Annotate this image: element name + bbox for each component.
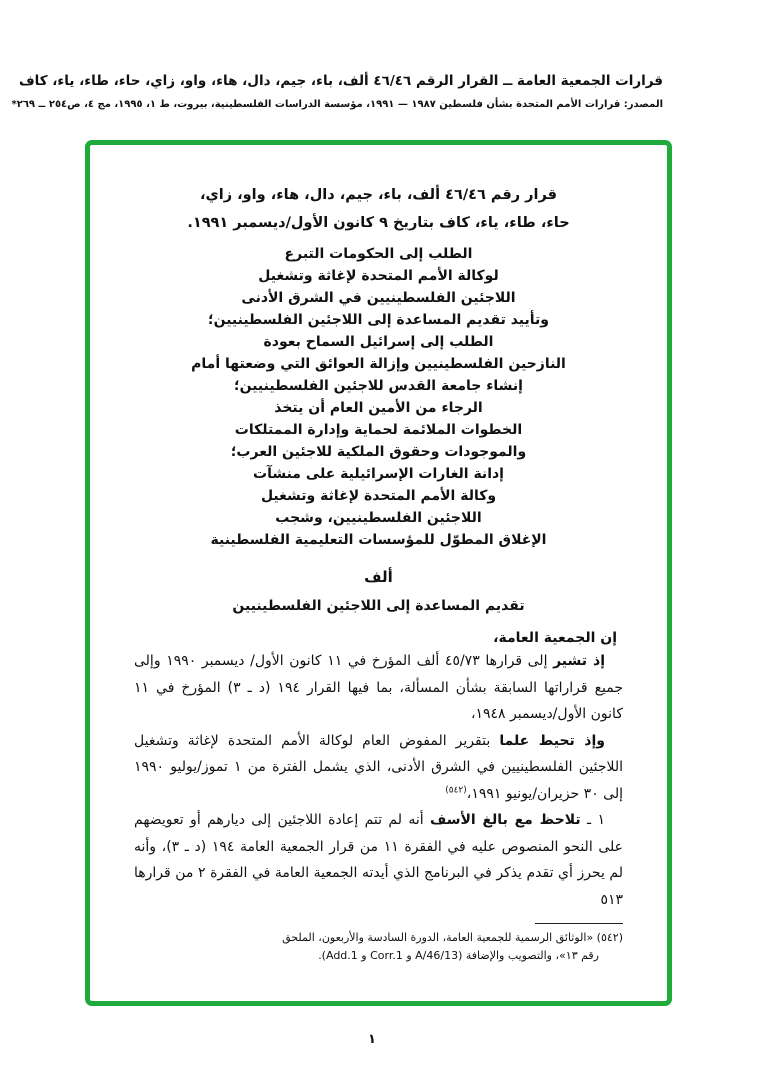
paragraph-text: إلى قرارها ٤٥/٧٣ ألف المؤرخ في ١١ كانون الأول/ ديسمبر ١٩٩٠ وإلى جميع قراراتها السابقة بشأن المسألة، بما فيها القرار ١٩٤ (د ـ ٣) المؤرخ في ١١ كانون الأول/ديسمبر ١٩٤٨، — [134, 653, 624, 722]
title-line: إنشاء جامعة القدس للاجئين الفلسطينيين؛ — [234, 378, 523, 394]
title-line: والموجودات وحقوق الملكية للاجئين العرب؛ — [230, 444, 527, 460]
title-line: وتأييد تقديم المساعدة إلى اللاجئين الفلسطينيين؛ — [208, 312, 549, 328]
resolution-content — [90, 145, 667, 1001]
title-line: النازحين الفلسطينيين وإزالة العوائق التي وضعتها أمام — [191, 356, 566, 372]
section-letter: ألف — [364, 568, 393, 586]
intro-line-2: حاء، طاء، ياء، كاف بتاريخ ٩ كانون الأول/ديسمبر ١٩٩١. — [187, 215, 570, 231]
intro-line-1: قرار رقم ٤٦/٤٦ ألف، باء، جيم، دال، هاء، واو، زاي، — [200, 187, 557, 203]
title-line: إدانة الغارات الإسرائيلية على منشآت — [253, 466, 504, 482]
section-title: تقديم المساعدة إلى اللاجئين الفلسطينيين — [232, 598, 525, 614]
footnote-text: (٥٤٢) «الوثائق الرسمية للجمعية العامة، الدورة السادسة والأربعون، الملحق رقم ١٣»، والتصويب والإضافة (A/46/13 و Corr.1 و Add.1). — [282, 931, 623, 962]
title-line: الطلب إلى الحكومات التبرع — [284, 246, 473, 262]
resolution-frame — [85, 140, 672, 1006]
title-line: وكالة الأمم المتحدة لإغاثة وتشغيل — [260, 488, 497, 504]
title-line: الإغلاق المطوّل للمؤسسات التعليمية الفلسطينية — [210, 532, 547, 548]
paragraph-lead: تلاحظ مع بالغ الأسف — [430, 812, 581, 828]
title-line: الطلب إلى إسرائيل السماح بعودة — [263, 334, 494, 350]
paragraph-taking-note — [134, 728, 623, 808]
salutation: إن الجمعية العامة، — [493, 630, 617, 646]
paragraph-notes-with-regret — [134, 807, 623, 913]
header-title: قرارات الجمعية العامة ــ القرار الرقم ٤٦/٤٦ ألف، باء، جيم، دال، هاء، واو، زاي، حاء، طاء، ياء، كاف — [18, 73, 663, 89]
resolution-intro — [134, 181, 623, 237]
header-source-line: المصدر: قرارات الأمم المتحدة بشأن فلسطين ١٩٨٧ — ١٩٩١، مؤسسة الدراسات الفلسطينية، بيروت، ط ١، ١٩٩٥، مج ٤، ص٢٥٤ ــ ٢٦٩* — [11, 99, 663, 110]
title-line: الرجاء من الأمين العام أن يتخذ — [274, 400, 483, 416]
title-line: الخطوات الملائمة لحماية وإدارة الممتلكات — [234, 422, 523, 438]
footnote-marker: (٥٤٢) — [445, 784, 467, 795]
page-header — [11, 72, 663, 111]
title-line: لوكالة الأمم المتحدة لإغاثة وتشغيل — [258, 268, 499, 284]
paragraph-recalling — [134, 648, 623, 728]
paragraph-text: أنه لم تتم إعادة اللاجئين إلى ديارهم أو تعويضهم على النحو المنصوص عليه في الفقرة ١١ من قرار الجمعية العامة ١٩٤ (د ـ ٣)، وأنه لم يحرز أي تقدم يذكر في البرنامج الذي أيدته الجمعية العامة في الفقرة ٢ من قرارها ٥١٣ — [134, 812, 624, 908]
footnote-divider — [535, 923, 623, 924]
resolution-title-block — [134, 243, 623, 551]
title-line: اللاجئين الفلسطينيين، وشجب — [275, 510, 482, 526]
page-number: ١ — [368, 1032, 376, 1047]
title-line: اللاجئين الفلسطينيين في الشرق الأدنى — [241, 290, 516, 306]
paragraph-lead: وإذ تحيط علما — [499, 732, 605, 749]
paragraph-number: ١ ـ — [587, 812, 606, 828]
paragraph-lead: إذ تشير — [553, 653, 605, 669]
paragraph-text: بتقرير المفوض العام لوكالة الأمم المتحدة لإغاثة وتشغيل اللاجئين الفلسطينيين في الشرق الأدنى، الذي يشمل الفترة من ١ تموز/يوليو ١٩٩٠ إلى ٣٠ حزيران/يونيو ١٩٩١، — [134, 732, 624, 802]
